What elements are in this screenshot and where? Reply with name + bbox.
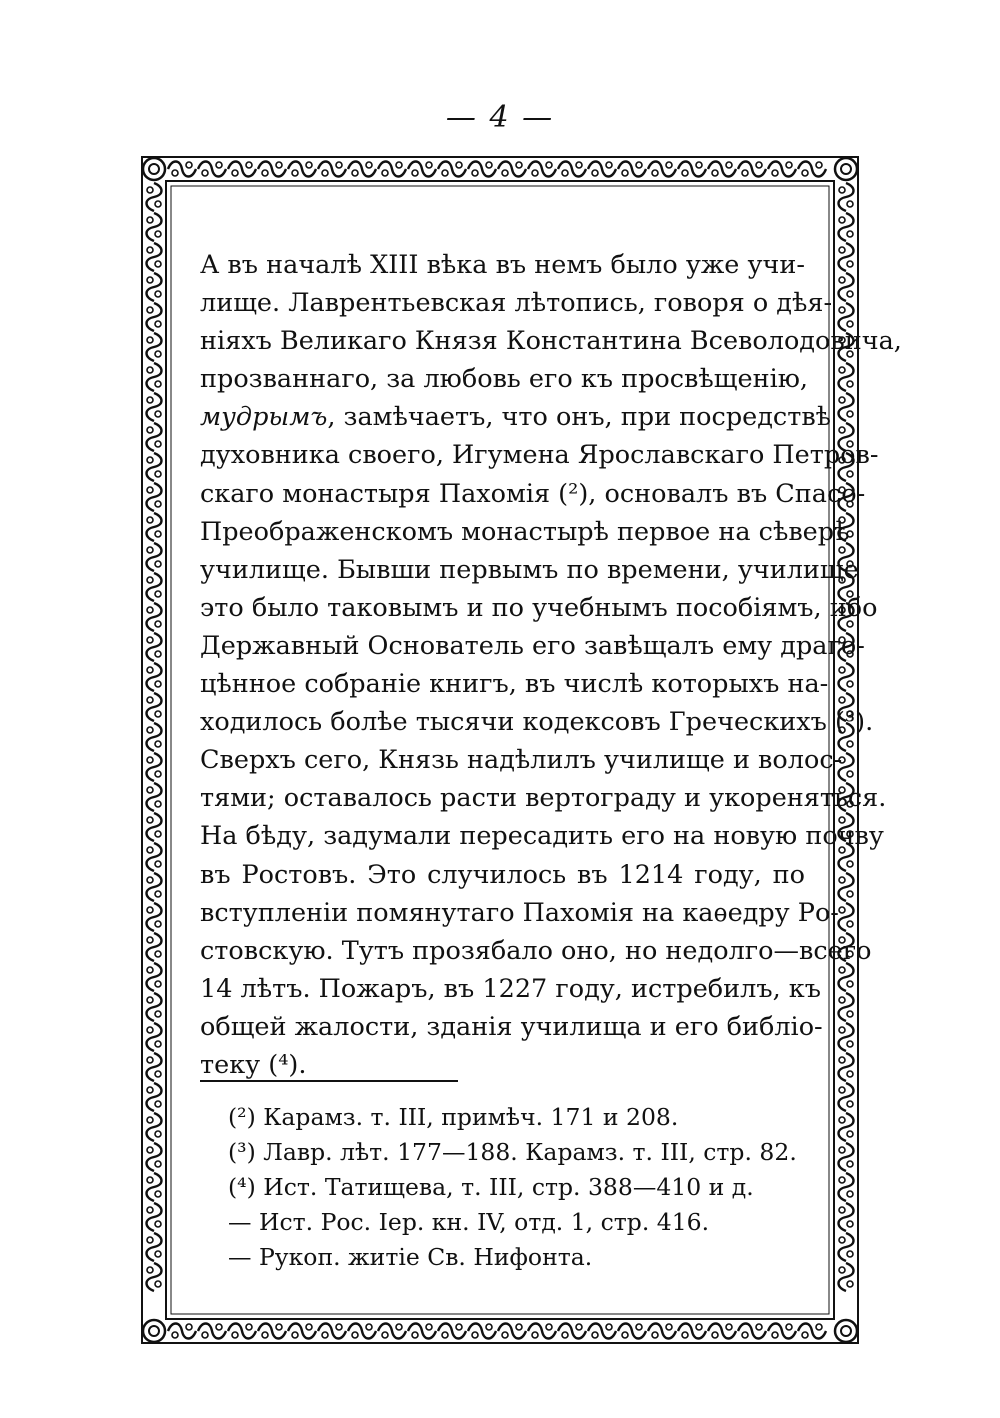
text-line: Сверхъ сего, Князь надѣлилъ училище и волос-: [200, 745, 843, 776]
text-line: 14 лѣтъ. Пожаръ, въ 1227 году, истребилъ, къ: [200, 973, 821, 1004]
text-line: прозваннаго, за любовь его къ просвѣщенію,: [200, 364, 809, 395]
text-line: ніяхъ Великаго Князя Константина Всеволодовича,: [200, 326, 902, 357]
text-line: общей жалости, зданія училища и его библіо-: [200, 1011, 823, 1042]
footnote: (⁴) Ист. Татищева, т. III, стр. 388—410 и д.: [228, 1173, 754, 1201]
text-line: это было таковымъ и по учебнымъ пособіямъ, ибо: [200, 592, 878, 623]
text-line: Преображенскомъ монастырѣ первое на сѣверѣ: [200, 516, 850, 547]
text-line: въ Ростовъ. Это случилось въ 1214 году, по: [200, 859, 805, 890]
footnote: — Рукоп. житіе Св. Нифонта.: [228, 1243, 593, 1271]
text-line: тями; оставалось расти вертограду и укореняться.: [200, 783, 887, 814]
footnote: (³) Лавр. лѣт. 177—188. Карамз. т. III, стр. 82.: [228, 1138, 797, 1166]
body-text: [200, 246, 902, 1084]
text-line: Державный Основатель его завѣщалъ ему драго-: [200, 630, 865, 661]
text-line: вступленіи помянутаго Пахомія на каѳедру Ро-: [200, 897, 839, 928]
text-line-with-italic: [200, 398, 832, 436]
footnotes: [228, 1100, 797, 1275]
text-line: скаго монастыря Пахомія (²), основалъ въ Спасо-: [200, 478, 866, 509]
text-line: лище. Лаврентьевская лѣтопись, говоря о дѣя-: [200, 288, 833, 319]
text-line: теку (⁴).: [200, 1049, 307, 1080]
page-number: — 4 —: [445, 100, 555, 135]
footnote-separator: [200, 1080, 458, 1082]
text-line: стовскую. Тутъ прозябало оно, но недолго—всего: [200, 935, 872, 966]
text-line: На бѣду, задумали пересадить его на новую почву: [200, 821, 884, 852]
text-line: училище. Бывши первымъ по времени, училище: [200, 554, 859, 585]
text-line: духовника своего, Игумена Ярославскаго Петров-: [200, 440, 879, 471]
italic-word: мудрымъ: [200, 402, 328, 433]
footnote: (²) Карамз. т. III, примѣч. 171 и 208.: [228, 1103, 679, 1131]
text-line-rest: , замѣчаетъ, что онъ, при посредствѣ: [327, 402, 832, 433]
text-line: А въ началѣ XIII вѣка въ немъ было уже учи-: [200, 250, 805, 280]
text-line: цѣнное собраніе книгъ, въ числѣ которыхъ на-: [200, 669, 829, 700]
footnote: — Ист. Рос. Іер. кн. IV, отд. 1, стр. 416.: [228, 1208, 710, 1236]
text-line: ходилось болѣе тысячи кодексовъ Греческихъ (³).: [200, 707, 874, 738]
